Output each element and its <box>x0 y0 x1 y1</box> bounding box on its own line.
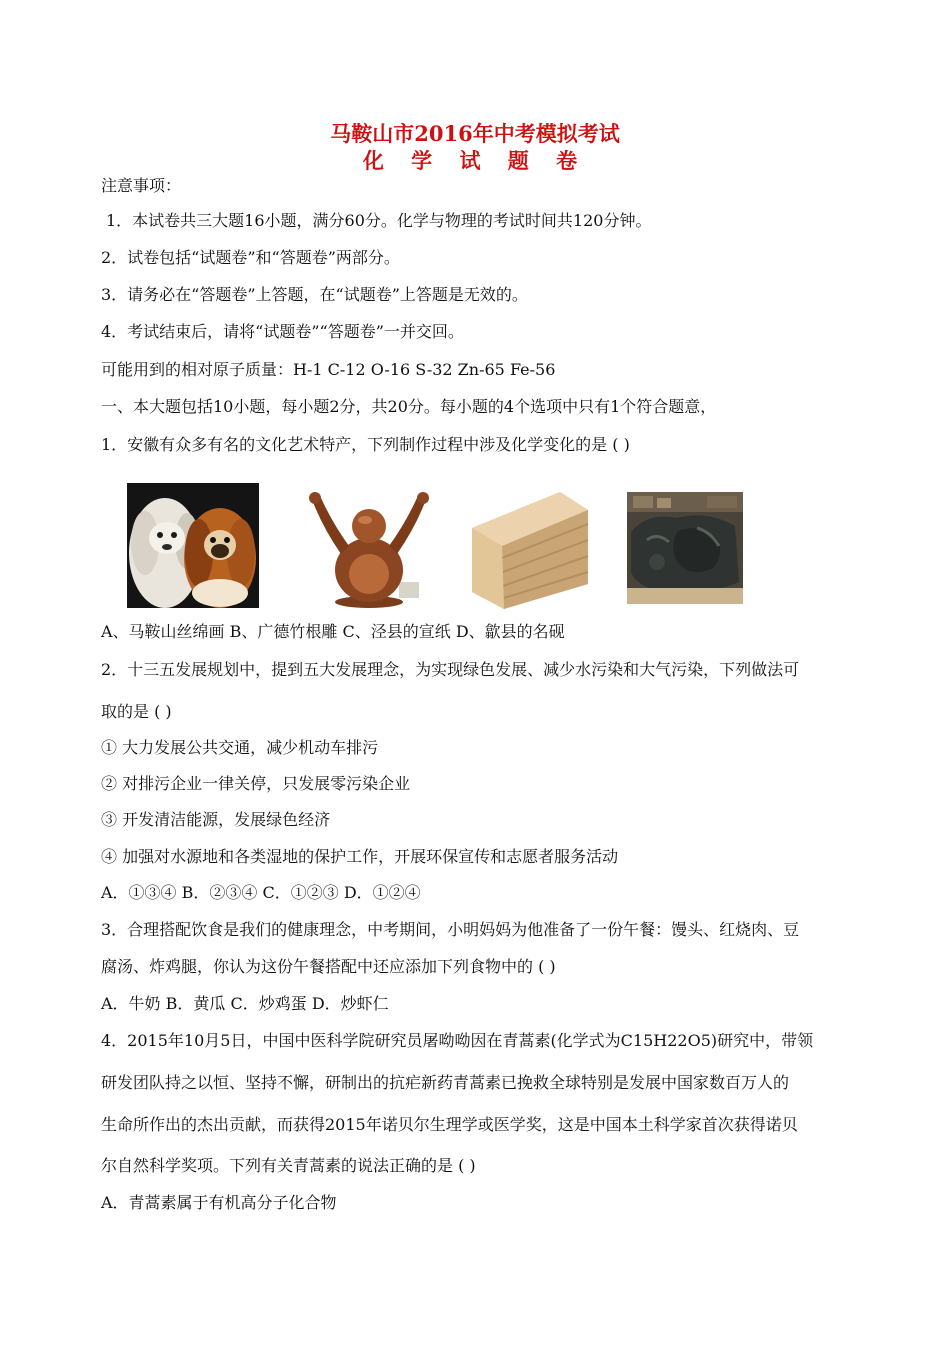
q4-stem-line: 生命所作出的杰出贡献，而获得2015年诺贝尔生理学或医学奖，这是中国本土科学家首次获得诺贝 <box>101 1115 798 1134</box>
q4-stem-line: 4．2015年10月5日，中国中医科学院研究员屠呦呦因在青蒿素(化学式为C15H22O5)研究中，带领 <box>101 1031 814 1050</box>
q2-stem-line1: 2．十三五发展规划中，提到五大发展理念，为实现绿色发展、减少水污染和大气污染，下列做法可 <box>101 660 800 679</box>
note-item: 1．本试卷共三大题16小题，满分60分。化学与物理的考试时间共120分钟。 <box>106 211 652 230</box>
q3-options: A．牛奶 B．黄瓜 C．炒鸡蛋 D．炒虾仁 <box>101 994 389 1013</box>
note-item: 2．试卷包括“试题卷”和“答题卷”两部分。 <box>101 248 400 267</box>
q1-stem: 1．安徽有众多有名的文化艺术特产，下列制作过程中涉及化学变化的是 ( ) <box>101 435 630 454</box>
q1-options: A、马鞍山丝绵画 B、广德竹根雕 C、泾县的宣纸 D、歙县的名砚 <box>101 622 565 641</box>
she-inkstone-image <box>627 492 743 604</box>
q2-stem-line2: 取的是 ( ) <box>101 702 172 721</box>
note-item: 3．请务必在“答题卷”上答题，在“试题卷”上答题是无效的。 <box>101 285 528 304</box>
q4-stem-line: 研发团队持之以恒、坚持不懈，研制出的抗疟新药青蒿素已挽救全球特别是发展中国家数百万人的 <box>101 1073 790 1092</box>
q2-options: A．①③④ B．②③④ C．①②③ D．①②④ <box>101 883 421 902</box>
q3-stem-line1: 3．合理搭配饮食是我们的健康理念，中考期间，小明妈妈为他准备了一份午餐：馒头、红烧肉、豆 <box>101 920 800 939</box>
bamboo-carving-image <box>303 488 436 610</box>
xuan-paper-image <box>470 488 591 609</box>
note-item: 4．考试结束后，请将“试题卷”“答题卷”一并交回。 <box>101 322 464 341</box>
exam-subtitle: 化 学 试 题 卷 <box>362 148 588 173</box>
q3-stem-line2: 腐汤、炸鸡腿，你认为这份午餐搭配中还应添加下列食物中的 ( ) <box>101 957 556 976</box>
q2-item: ④ 加强对水源地和各类湿地的保护工作，开展环保宣传和志愿者服务活动 <box>101 847 619 866</box>
q2-item: ③ 开发清洁能源，发展绿色经济 <box>101 810 331 829</box>
q2-item: ② 对排污企业一律关停，只发展零污染企业 <box>101 774 411 793</box>
exam-title: 马鞍山市2016年中考模拟考试 <box>330 121 620 146</box>
section1-intro: 一、本大题包括10小题，每小题2分，共20分。每小题的4个选项中只有1个符合题意， <box>101 397 717 416</box>
q2-item: ① 大力发展公共交通，减少机动车排污 <box>101 738 379 757</box>
atomic-masses: 可能用到的相对原子质量：H-1 C-12 O-16 S-32 Zn-65 Fe-56 <box>101 360 556 379</box>
q4-option-a: A．青蒿素属于有机高分子化合物 <box>101 1193 337 1212</box>
q4-stem-line: 尔自然科学奖项。下列有关青蒿素的说法正确的是 ( ) <box>101 1156 476 1175</box>
notes-heading: 注意事项： <box>101 176 182 195</box>
silk-painting-image <box>127 483 259 608</box>
